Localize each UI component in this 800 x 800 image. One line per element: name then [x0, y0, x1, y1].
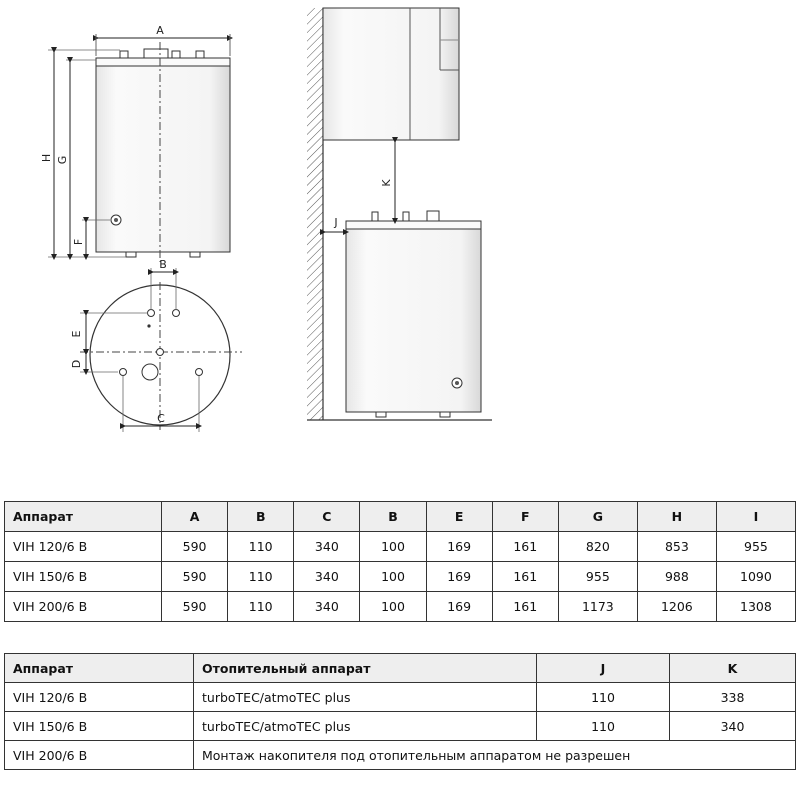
table-cell: VIH 120/6 B: [5, 532, 162, 562]
installation-note: Монтаж накопителя под отопительным аппаратом не разрешен: [194, 741, 796, 770]
dim-label-j: J: [334, 216, 338, 229]
table-cell: 1090: [716, 562, 795, 592]
header-cell: K: [670, 654, 796, 683]
table-cell: VIH 200/6 B: [5, 592, 162, 622]
header-cell: Аппарат: [5, 502, 162, 532]
table-cell: 110: [228, 562, 294, 592]
table-cell: turboTEC/atmoTEC plus: [194, 712, 537, 741]
table-header-row: [5, 502, 796, 532]
table-cell: turboTEC/atmoTEC plus: [194, 683, 537, 712]
table-cell: 590: [162, 562, 228, 592]
header-cell: Отопительный аппарат: [194, 654, 537, 683]
header-cell: C: [294, 502, 360, 532]
table-cell: 110: [537, 683, 670, 712]
table-cell: 161: [492, 562, 558, 592]
header-cell: E: [426, 502, 492, 532]
header-cell: B: [360, 502, 426, 532]
table-cell: 100: [360, 592, 426, 622]
tank-front-view: [40, 24, 230, 262]
table-cell: 1173: [558, 592, 637, 622]
table-cell: 338: [670, 683, 796, 712]
table-cell: 955: [558, 562, 637, 592]
dim-label-k: K: [380, 179, 393, 187]
dim-label-c: C: [157, 412, 165, 425]
installation-table: [4, 653, 796, 770]
table-cell: 110: [228, 532, 294, 562]
dim-label-f: F: [72, 238, 85, 246]
table-cell: 340: [670, 712, 796, 741]
table-cell: 110: [228, 592, 294, 622]
table-cell: 169: [426, 532, 492, 562]
dim-label-h: H: [40, 153, 53, 163]
dim-label-d: D: [70, 359, 83, 369]
header-cell: B: [228, 502, 294, 532]
dim-label-e: E: [70, 330, 83, 338]
table-cell: 955: [716, 532, 795, 562]
table-row: [5, 592, 796, 622]
table-cell: 853: [637, 532, 716, 562]
table-row: [5, 683, 796, 712]
dim-label-b: B: [159, 258, 167, 271]
table-cell: 988: [637, 562, 716, 592]
table-cell: VIH 150/6 B: [5, 712, 194, 741]
table-row: [5, 741, 796, 770]
table-cell: 161: [492, 592, 558, 622]
table-cell: 110: [537, 712, 670, 741]
table-cell: 1308: [716, 592, 795, 622]
header-cell: G: [558, 502, 637, 532]
table-row: [5, 712, 796, 741]
table-cell: 169: [426, 562, 492, 592]
header-cell: A: [162, 502, 228, 532]
table-cell: 1206: [637, 592, 716, 622]
dimensions-table: [4, 501, 796, 622]
table-cell: VIH 120/6 B: [5, 683, 194, 712]
table-header-row: [5, 654, 796, 683]
table-cell: VIH 200/6 B: [5, 741, 194, 770]
table-row: [5, 532, 796, 562]
table-cell: 820: [558, 532, 637, 562]
table-cell: 169: [426, 592, 492, 622]
table-cell: 340: [294, 562, 360, 592]
dim-label-g: G: [56, 155, 69, 165]
table-cell: 161: [492, 532, 558, 562]
table-cell: VIH 150/6 B: [5, 562, 162, 592]
table-cell: 100: [360, 562, 426, 592]
table-cell: 590: [162, 532, 228, 562]
tank-top-view: [70, 258, 242, 432]
header-cell: H: [637, 502, 716, 532]
table-cell: 340: [294, 532, 360, 562]
header-cell: Аппарат: [5, 654, 194, 683]
table-cell: 100: [360, 532, 426, 562]
header-cell: I: [716, 502, 795, 532]
table-row: [5, 562, 796, 592]
table-cell: 590: [162, 592, 228, 622]
dim-label-a: A: [156, 24, 164, 37]
header-cell: F: [492, 502, 558, 532]
header-cell: J: [537, 654, 670, 683]
table-cell: 340: [294, 592, 360, 622]
wall-installation-view: [307, 8, 492, 420]
